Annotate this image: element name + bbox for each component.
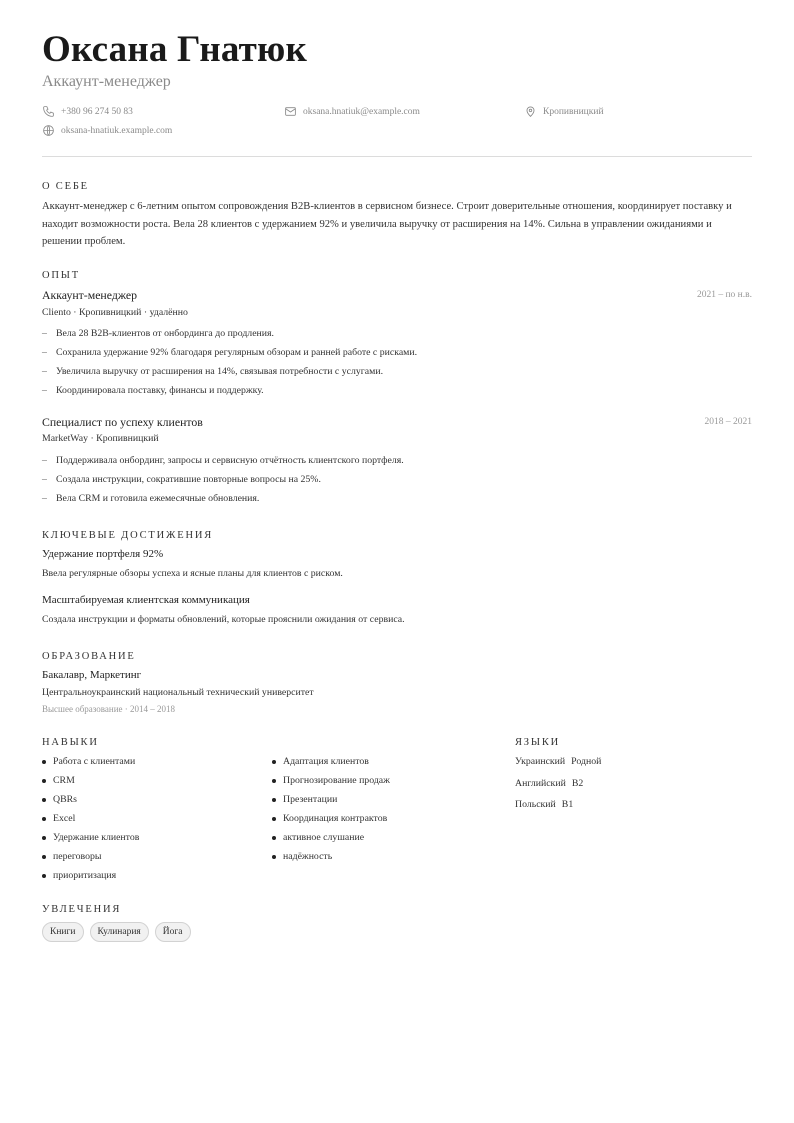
job-title: Аккаунт-менеджер	[42, 288, 137, 302]
header-divider	[42, 156, 752, 157]
achievement-title: Удержание портфеля 92%	[42, 548, 164, 560]
contact-email-text: oksana.hnatiuk@example.com	[303, 106, 420, 117]
languages-heading: ЯЗЫКИ	[515, 737, 561, 748]
location-pin-icon	[524, 105, 537, 118]
language-level: B1	[561, 799, 574, 810]
language-level: Родной	[571, 756, 602, 767]
achievement-desc: Ввела регулярные обзоры успеха и ясные планы для клиентов с риском.	[42, 568, 343, 579]
contact-location-text: Кропивницкий	[543, 106, 604, 117]
language-name: Польский	[515, 799, 556, 810]
education-heading: ОБРАЗОВАНИЕ	[42, 651, 136, 662]
hobbies-heading: УВЛЕЧЕНИЯ	[42, 904, 122, 915]
language-item	[515, 777, 601, 799]
skill-item: Прогнозирование продаж	[272, 774, 390, 793]
job-company: MarketWay · Кропивницкий	[42, 433, 159, 444]
languages-list	[515, 755, 601, 820]
job-bullets	[42, 327, 417, 403]
mail-icon	[284, 105, 297, 118]
hobbies-list	[42, 922, 197, 942]
skill-item: QBRs	[42, 793, 139, 812]
education-school: Центральноукраинский национальный технический университет	[42, 687, 314, 698]
candidate-title: Аккаунт-менеджер	[42, 73, 171, 90]
summary-text: Аккаунт-менеджер с 6-летним опытом сопровождения B2B-клиентов в сервисном бизнесе. Строит доверительные отношения, координирует поставку и находит возможности роста. Вела 28 клиентов с удержанием 92% и увеличила выручку от расширения на 14%. Сильна в управлении ожиданиями и решении проблем.	[42, 201, 732, 247]
language-name: Английский	[515, 777, 566, 789]
contact-location	[524, 105, 604, 118]
job-bullet: – Создала инструкции, сократившие повторные вопросы на 25%.	[42, 473, 404, 492]
education-meta: Высшее образование · 2014 – 2018	[42, 704, 176, 714]
skills-list	[42, 755, 139, 888]
candidate-name: Оксана Гнатюк	[42, 29, 307, 70]
job-dates: 2018 – 2021	[704, 417, 752, 427]
contact-email[interactable]	[284, 105, 420, 118]
skill-item: переговоры	[42, 850, 139, 869]
phone-icon	[42, 105, 55, 118]
job-bullet: – Сохранила удержание 92% благодаря регулярным обзорам и ранней работе с рисками.	[42, 346, 417, 365]
job-bullet: – Увеличила выручку от расширения на 14%, связывая потребности с услугами.	[42, 365, 417, 384]
language-name: Украинский	[515, 756, 566, 767]
skill-item: Презентации	[272, 793, 390, 812]
hobby-chip: Кулинария	[90, 922, 149, 942]
language-level: B2	[571, 777, 584, 789]
skills-list	[272, 755, 390, 869]
language-item	[515, 755, 601, 777]
job-company: Cliento · Кропивницкий · удалённо	[42, 307, 188, 318]
skill-item: активное слушание	[272, 831, 390, 850]
contact-phone	[42, 105, 133, 118]
summary-heading: О СЕБЕ	[42, 181, 89, 192]
contact-website-text: oksana-hnatiuk.example.com	[61, 125, 173, 136]
job-bullet: – Вела CRM и готовила ежемесячные обновления.	[42, 492, 404, 511]
skill-item: надёжность	[272, 850, 390, 869]
job-dates: 2021 – по н.в.	[696, 290, 752, 300]
skill-item: Excel	[42, 812, 139, 831]
globe-icon	[42, 124, 55, 137]
job-bullet: – Вела 28 B2B-клиентов от онбординга до продления.	[42, 327, 417, 346]
achievement-title: Масштабируемая клиентская коммуникация	[42, 594, 250, 606]
skill-item: Адаптация клиентов	[272, 755, 390, 774]
skill-item: Координация контрактов	[272, 812, 390, 831]
job-bullet: – Координировала поставку, финансы и поддержку.	[42, 384, 417, 403]
achievements-heading: КЛЮЧЕВЫЕ ДОСТИЖЕНИЯ	[42, 530, 214, 541]
hobby-chip: Йога	[155, 922, 191, 942]
job-bullet: – Поддерживала онбординг, запросы и сервисную отчётность клиентского портфеля.	[42, 454, 404, 473]
job-title: Специалист по успеху клиентов	[42, 415, 203, 429]
education-degree: Бакалавр, Маркетинг	[42, 669, 142, 681]
contact-phone-text: +380 96 274 50 83	[61, 106, 133, 117]
achievement-desc: Создала инструкции и форматы обновлений, которые прояснили ожидания от сервиса.	[42, 614, 405, 625]
language-item	[515, 798, 601, 820]
hobby-chip: Книги	[42, 922, 84, 942]
skill-item: Работа с клиентами	[42, 755, 139, 774]
skill-item: приоритизация	[42, 869, 139, 888]
skill-item: Удержание клиентов	[42, 831, 139, 850]
job-bullets	[42, 454, 404, 511]
contact-website[interactable]	[42, 124, 172, 137]
skill-item: CRM	[42, 774, 139, 793]
experience-heading: ОПЫТ	[42, 270, 80, 281]
skills-heading: НАВЫКИ	[42, 737, 99, 748]
